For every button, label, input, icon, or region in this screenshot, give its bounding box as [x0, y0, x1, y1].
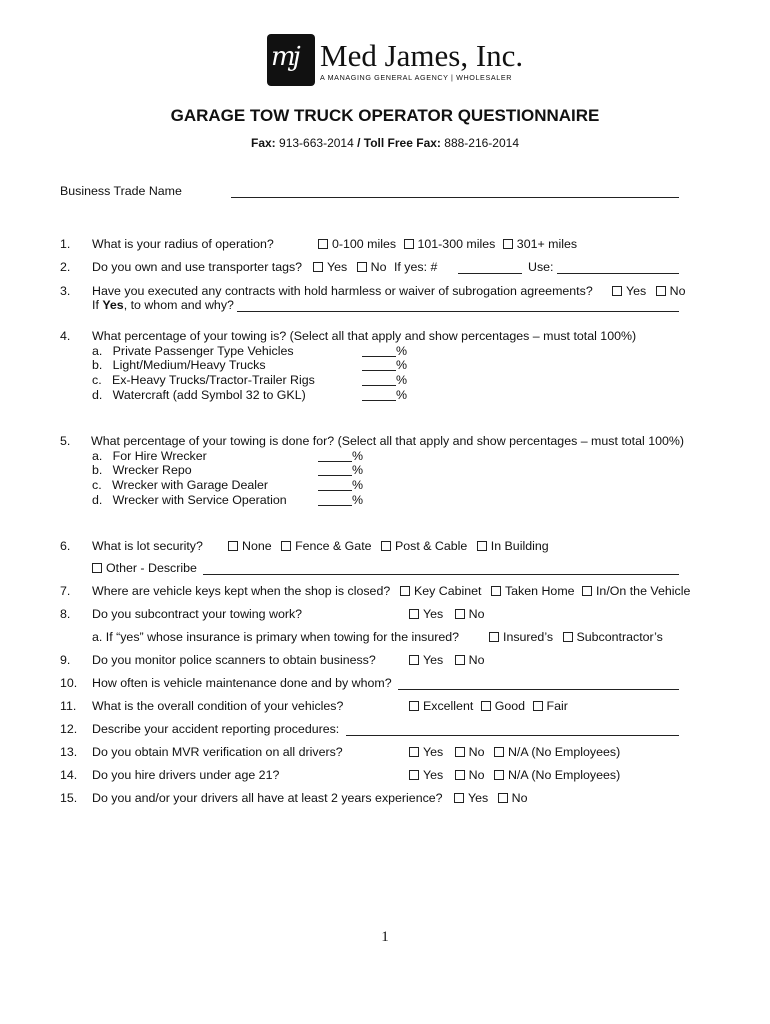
q4-item-c: c. Ex-Heavy Trucks/Tractor-Trailer Rigs [92, 373, 315, 387]
q8a-subcontractor-checkbox[interactable] [563, 632, 573, 642]
q3-number: 3. [60, 284, 71, 298]
company-name: Med James, Inc. [320, 38, 524, 73]
q2-text: Do you own and use transporter tags? [92, 260, 303, 274]
q14-na-checkbox[interactable] [494, 770, 504, 780]
q5-pct-c[interactable]: % [318, 478, 363, 492]
q2-options: Yes No If yes: # [313, 260, 437, 274]
q8a-text: a. If “yes” whose insurance is primary when towing for the insured? [92, 630, 460, 644]
q9-text: Do you monitor police scanners to obtain business? [92, 653, 376, 667]
q15-number: 15. [60, 791, 78, 805]
q1-checkbox-101-300[interactable] [404, 239, 414, 249]
q7-cabinet-checkbox[interactable] [400, 586, 410, 596]
q11-fair-checkbox[interactable] [533, 701, 543, 711]
q4-text: What percentage of your towing is? (Select all that apply and show percentages – must total 100%) [92, 329, 637, 343]
q2-no-checkbox[interactable] [357, 262, 367, 272]
q15-yes-checkbox[interactable] [454, 793, 464, 803]
page-title: GARAGE TOW TRUCK OPERATOR QUESTIONNAIRE [170, 106, 600, 125]
q8a-options: Insured’s Subcontractor’s [489, 630, 663, 644]
q4-item-a: a. Private Passenger Type Vehicles [92, 344, 294, 358]
q7-number: 7. [60, 584, 71, 598]
q2-use-field[interactable] [557, 273, 679, 274]
q4-pct-d[interactable]: % [362, 388, 407, 402]
q12-text: Describe your accident reporting procedures: [92, 722, 340, 736]
q14-text: Do you hire drivers under age 21? [92, 768, 280, 782]
business-trade-name-field[interactable] [231, 197, 679, 198]
q6-other-checkbox[interactable] [92, 563, 102, 573]
q3-no-checkbox[interactable] [656, 286, 666, 296]
q8-yes-checkbox[interactable] [409, 609, 419, 619]
q12-number: 12. [60, 722, 78, 736]
q8-text: Do you subcontract your towing work? [92, 607, 303, 621]
q2-number-field[interactable] [458, 273, 522, 274]
page-number: 1 [381, 929, 389, 945]
q4-number: 4. [60, 329, 71, 343]
q5-number: 5. [60, 434, 71, 448]
q3-text: Have you executed any contracts with hold harmless or waiver of subrogation agreements? [92, 284, 593, 298]
q9-no-checkbox[interactable] [455, 655, 465, 665]
business-trade-name-label: Business Trade Name [60, 184, 182, 198]
q1-text: What is your radius of operation? [92, 237, 274, 251]
q14-no-checkbox[interactable] [455, 770, 465, 780]
q6-building-checkbox[interactable] [477, 541, 487, 551]
q15-options: Yes No [454, 791, 528, 805]
q9-number: 9. [60, 653, 71, 667]
q13-na-checkbox[interactable] [494, 747, 504, 757]
q8-options: Yes No [409, 607, 485, 621]
q5-item-b: b. Wrecker Repo [92, 463, 192, 477]
q2-number: 2. [60, 260, 71, 274]
q6-text: What is lot security? [92, 539, 203, 553]
q8-no-checkbox[interactable] [455, 609, 465, 619]
q14-options: Yes No N/A (No Employees) [409, 768, 620, 782]
q6-fence-checkbox[interactable] [281, 541, 291, 551]
q5-pct-b[interactable]: % [318, 463, 363, 477]
q2-yes-checkbox[interactable] [313, 262, 323, 272]
q13-number: 13. [60, 745, 78, 759]
q13-options: Yes No N/A (No Employees) [409, 745, 620, 759]
q9-yes-checkbox[interactable] [409, 655, 419, 665]
q4-pct-a[interactable]: % [362, 344, 407, 358]
q6-other: Other - Describe [92, 561, 197, 575]
q9-options: Yes No [409, 653, 485, 667]
q10-number: 10. [60, 676, 78, 690]
q4-item-d: d. Watercraft (add Symbol 32 to GKL) [92, 388, 306, 402]
q4-pct-c[interactable]: % [362, 373, 407, 387]
q1-number: 1. [60, 237, 71, 251]
q1-options: 0-100 miles 101-300 miles 301+ miles [318, 237, 577, 251]
q7-home-checkbox[interactable] [491, 586, 501, 596]
q13-no-checkbox[interactable] [455, 747, 465, 757]
fax-line: Fax: 913-663-2014 / Toll Free Fax: 888-216-2014 [251, 136, 519, 150]
q12-field[interactable] [346, 735, 679, 736]
q6-post-checkbox[interactable] [381, 541, 391, 551]
q11-excellent-checkbox[interactable] [409, 701, 419, 711]
q15-no-checkbox[interactable] [498, 793, 508, 803]
company-tagline: A MANAGING GENERAL AGENCY | WHOLESALER [320, 73, 513, 82]
q5-pct-a[interactable]: % [318, 449, 363, 463]
q8a-insured-checkbox[interactable] [489, 632, 499, 642]
q1-checkbox-0-100[interactable] [318, 239, 328, 249]
q11-text: What is the overall condition of your vehicles? [92, 699, 344, 713]
q13-yes-checkbox[interactable] [409, 747, 419, 757]
q5-pct-d[interactable]: % [318, 493, 363, 507]
q7-options: Key Cabinet Taken Home In/On the Vehicle [400, 584, 690, 598]
q7-vehicle-checkbox[interactable] [582, 586, 592, 596]
q5-item-c: c. Wrecker with Garage Dealer [92, 478, 269, 492]
q6-none-checkbox[interactable] [228, 541, 238, 551]
q11-options: Excellent Good Fair [409, 699, 568, 713]
q3-followup-field[interactable] [237, 311, 679, 312]
q10-text: How often is vehicle maintenance done and by whom? [92, 676, 392, 690]
q4-item-b: b. Light/Medium/Heavy Trucks [92, 358, 266, 372]
q6-number: 6. [60, 539, 71, 553]
q7-text: Where are vehicle keys kept when the shop is closed? [92, 584, 391, 598]
q3-yes-checkbox[interactable] [612, 286, 622, 296]
q6-other-field[interactable] [203, 574, 679, 575]
q3-followup: If Yes, to whom and why? [92, 298, 234, 312]
q6-options: None Fence & Gate Post & Cable In Building [228, 539, 549, 553]
q4-pct-b[interactable]: % [362, 358, 407, 372]
q10-field[interactable] [398, 689, 679, 690]
q15-text: Do you and/or your drivers all have at least 2 years experience? [92, 791, 443, 805]
q14-number: 14. [60, 768, 78, 782]
company-logo: mj [267, 34, 315, 86]
q1-checkbox-301plus[interactable] [503, 239, 513, 249]
q14-yes-checkbox[interactable] [409, 770, 419, 780]
q11-number: 11. [60, 699, 77, 713]
q8-number: 8. [60, 607, 71, 621]
q3-options: Yes No [612, 284, 686, 298]
q11-good-checkbox[interactable] [481, 701, 491, 711]
q2-use-label: Use: [528, 260, 554, 274]
q5-item-d: d. Wrecker with Service Operation [92, 493, 287, 507]
q5-text: What percentage of your towing is done for? (Select all that apply and show percentages – must total 100%) [91, 434, 685, 448]
q5-item-a: a. For Hire Wrecker [92, 449, 207, 463]
q13-text: Do you obtain MVR verification on all drivers? [92, 745, 343, 759]
